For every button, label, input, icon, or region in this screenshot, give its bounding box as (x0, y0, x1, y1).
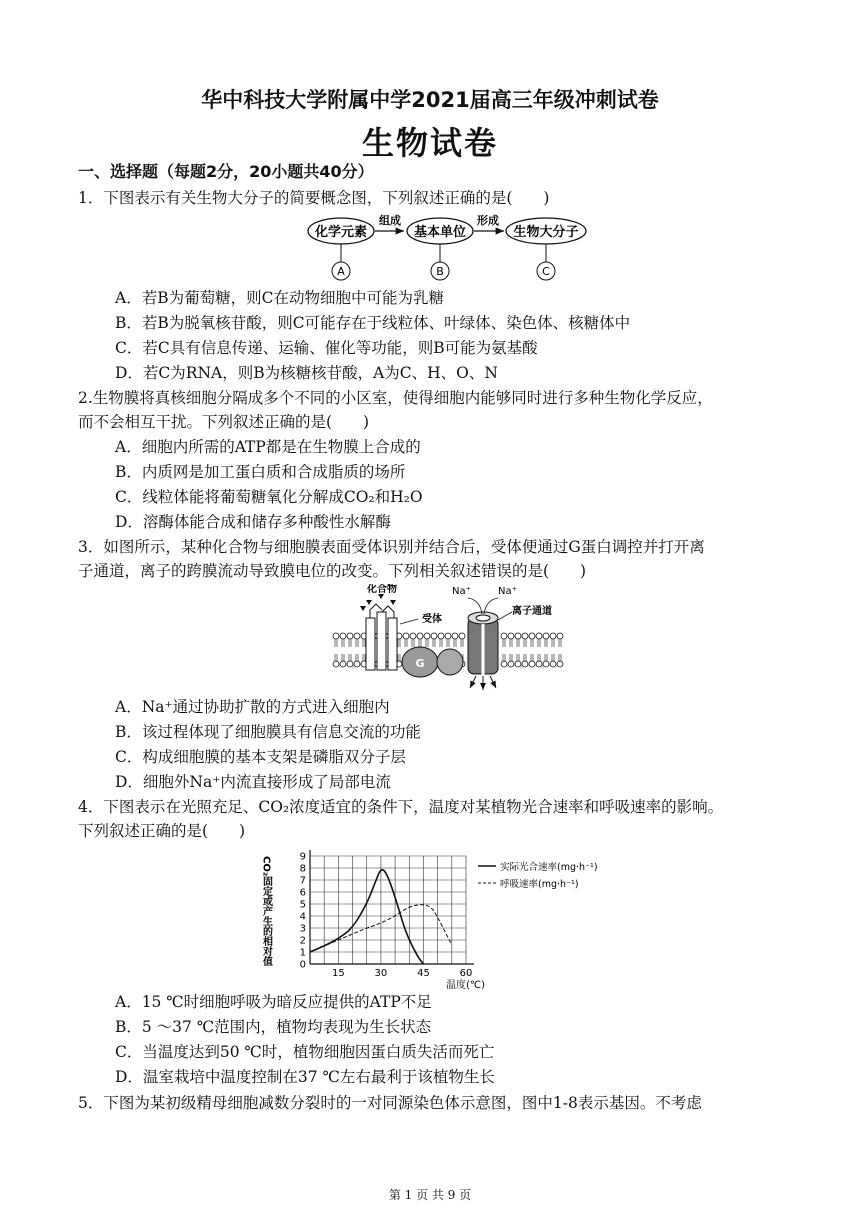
q1-arrow-compose-label: 组成 (379, 214, 401, 227)
subject-title: 生物试卷 (361, 124, 498, 162)
q1-concept-diagram (300, 210, 600, 286)
q2-option-b: B．内质网是加工蛋白质和合成脂质的场所 (115, 463, 406, 481)
chart-x-axis-label: 温度(℃) (446, 980, 486, 991)
legend-photosynthesis: 实际光合速率(mg·h⁻¹) (500, 862, 598, 873)
ion-channel-label: 离子通道 (512, 606, 552, 617)
legend-respiration: 呼吸速率(mg·h⁻¹) (500, 879, 579, 890)
q2-option-a: A．细胞内所需的ATP都是在生物膜上合成的 (115, 438, 421, 456)
chart-y-tick-label: 5 (299, 899, 306, 911)
q1-arrow-form-label: 形成 (477, 214, 499, 227)
q2-option-c: C．线粒体能将葡萄糖氧化分解成CO₂和H₂O (115, 488, 423, 506)
q3-stem-line2: 子通道，离子的跨膜流动导致膜电位的改变。下列相关叙述错误的是( ) (78, 562, 587, 580)
chart-y-tick-label: 1 (299, 947, 306, 959)
chart-x-tick-label: 15 (331, 968, 345, 979)
q1-label-b: B (436, 265, 444, 278)
q2-stem-line1: 2.生物膜将真核细胞分隔成多个不同的小区室，使得细胞内能够同时进行多种生物化学反应， (78, 389, 713, 407)
chart-x-tick-label: 45 (417, 968, 430, 979)
chart-y-tick-label: 4 (299, 911, 306, 923)
chart-y-tick-label: 3 (299, 923, 306, 935)
q4-option-c: C．当温度达到50 ℃时，植物细胞因蛋白质失活而死亡 (115, 1043, 495, 1061)
q1-stem: 1．下图表示有关生物大分子的简要概念图，下列叙述正确的是( ) (78, 189, 550, 207)
chart-x-tick-label: 30 (374, 968, 388, 979)
q1-option-d: D．若C为RNA，则B为核糖核苷酸，A为C、H、O、N (115, 364, 498, 382)
q1-node-units-label: 基本单位 (413, 225, 467, 240)
ion-channel (468, 612, 498, 676)
q1-label-c: C (542, 265, 550, 278)
q3-membrane-diagram (330, 584, 570, 694)
q5-stem-line1: 5．下图为某初级精母细胞减数分裂时的一对同源染色体示意图，图中1-8表示基因。不考虑 (78, 1094, 702, 1112)
school-title: 华中科技大学附属中学2021届高三年级冲刺试卷 (201, 88, 659, 112)
chart-y-tick-label: 6 (299, 887, 306, 899)
page-footer: 第 1 页 共 9 页 (388, 1188, 472, 1202)
q1-node-elements-label: 化学元素 (314, 225, 368, 240)
receptor-shape (366, 604, 397, 670)
chart-y-tick-label: 7 (299, 875, 306, 887)
chart-y-tick-label: 8 (299, 863, 306, 875)
chart-x-tick-label: 60 (459, 968, 473, 979)
q3-option-c: C．构成细胞膜的基本支架是磷脂双分子层 (115, 748, 406, 766)
q3-option-b: B．该过程体现了细胞膜具有信息交流的功能 (115, 723, 421, 741)
q1-node-macromolecule-label: 生物大分子 (513, 225, 579, 240)
q1-label-a: A (337, 265, 345, 278)
g-protein-subunit (437, 649, 463, 675)
q1-option-a: A．若B为葡萄糖，则C在动物细胞中可能为乳糖 (115, 289, 444, 307)
q1-option-c: C．若C具有信息传递、运输、催化等功能，则B可能为氨基酸 (115, 339, 538, 357)
chart-y-axis-label: CO₂固定或产生的相对值 (260, 856, 272, 967)
q4-stem-line2: 下列叙述正确的是( ) (78, 822, 246, 840)
chart-y-tick-label: 2 (299, 935, 306, 947)
na-ion-label-1: Na⁺ (452, 586, 471, 597)
compound-label: 化合物 (367, 584, 397, 595)
na-ion-label-2: Na⁺ (498, 586, 517, 597)
q2-stem-line2: 而不会相互干扰。下列叙述正确的是( ) (78, 413, 370, 431)
q1-option-b: B．若B为脱氧核苷酸，则C可能存在于线粒体、叶绿体、染色体、核糖体中 (115, 314, 631, 332)
g-protein-label: G (415, 657, 425, 670)
temperature-rate-chart (260, 842, 620, 992)
q4-option-d: D．温室栽培中温度控制在37 ℃左右最利于该植物生长 (115, 1068, 495, 1086)
q4-stem-line1: 4．下图表示在光照充足、CO₂浓度适宜的条件下，温度对某植物光合速率和呼吸速率的影响。 (78, 798, 724, 816)
chart-y-tick-label: 9 (299, 851, 306, 863)
q4-option-b: B．5 ～37 ℃范围内，植物均表现为生长状态 (115, 1018, 432, 1036)
q2-option-d: D．溶酶体能合成和储存多种酸性水解酶 (115, 513, 391, 531)
q3-stem-line1: 3．如图所示，某种化合物与细胞膜表面受体识别并结合后，受体便通过G蛋白调控并打开离 (78, 538, 705, 556)
receptor-label: 受体 (422, 614, 442, 625)
q3-option-d: D．细胞外Na⁺内流直接形成了局部电流 (115, 773, 391, 791)
section-heading: 一、选择题（每题2分，20小题共40分） (78, 162, 374, 181)
chart-y-tick-label: 0 (299, 959, 306, 971)
q3-option-a: A．Na⁺通过协助扩散的方式进入细胞内 (115, 698, 390, 716)
chart-legend (478, 861, 598, 890)
q4-option-a: A．15 ℃时细胞呼吸为暗反应提供的ATP不足 (115, 993, 432, 1011)
